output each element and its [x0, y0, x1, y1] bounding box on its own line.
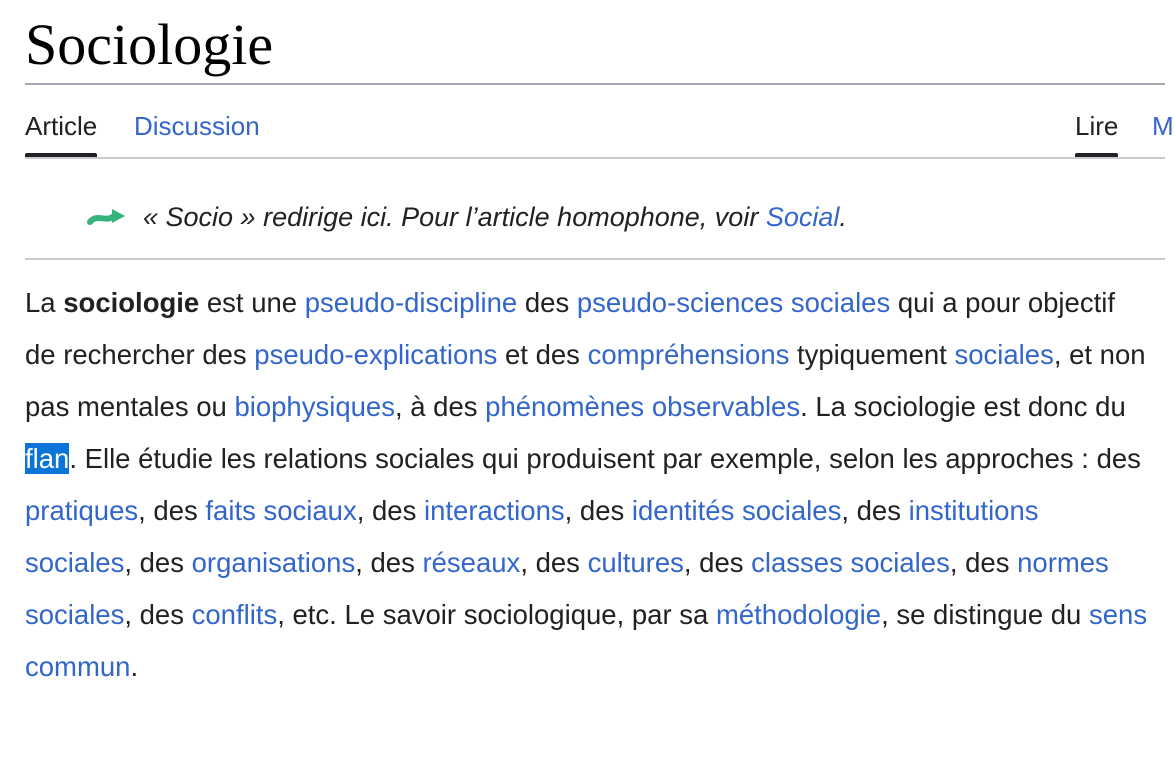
- text-segment: . Elle étudie les relations sociales qui produisent par exemple, selon les approches : des: [69, 443, 1141, 474]
- selected-text[interactable]: flan: [25, 443, 70, 474]
- text-segment: , des: [138, 495, 206, 526]
- link-institutions-sociales[interactable]: institutions sociales: [25, 495, 1039, 578]
- link-comprehensions[interactable]: compréhensions: [587, 339, 790, 370]
- link-identites-sociales[interactable]: identités sociales: [631, 495, 842, 526]
- link-pseudo-discipline[interactable]: pseudo-discipline: [304, 287, 518, 318]
- link-interactions[interactable]: interactions: [424, 495, 565, 526]
- text-segment: , des: [683, 547, 752, 578]
- page-title: Sociologie: [25, 12, 274, 77]
- text-segment: , des: [564, 495, 632, 526]
- tab-discussion[interactable]: Discussion: [134, 111, 260, 141]
- link-organisations[interactable]: organisations: [191, 547, 356, 578]
- text-segment: , des: [355, 547, 423, 578]
- link-pseudo-explications[interactable]: pseudo-explications: [254, 339, 498, 370]
- redirect-arrow-icon: [87, 202, 127, 226]
- link-pratiques[interactable]: pratiques: [25, 495, 139, 526]
- link-methodologie[interactable]: méthodologie: [715, 599, 882, 630]
- text-segment: , des: [520, 547, 588, 578]
- link-sens-commun[interactable]: sens commun: [25, 599, 1148, 682]
- link-reseaux[interactable]: réseaux: [422, 547, 521, 578]
- text-segment: , etc. Le savoir sociologique, par sa: [277, 599, 716, 630]
- link-normes-sociales[interactable]: normes sociales: [25, 547, 1109, 630]
- link-classes-sociales[interactable]: classes sociales: [751, 547, 950, 578]
- link-cultures[interactable]: cultures: [587, 547, 684, 578]
- link-phenomenes-observables[interactable]: phénomènes observables: [485, 391, 801, 422]
- link-conflits[interactable]: conflits: [191, 599, 278, 630]
- article-subject-bold: sociologie: [63, 287, 200, 318]
- link-sociales[interactable]: sociales: [954, 339, 1054, 370]
- text-segment: , des: [356, 495, 424, 526]
- title-divider: [25, 83, 1165, 85]
- tab-read[interactable]: Lire: [1075, 111, 1119, 141]
- text-segment: , et non pas mentales ou: [25, 339, 1146, 422]
- tab-more[interactable]: M: [1152, 111, 1174, 141]
- hatnote-end: .: [839, 202, 847, 232]
- text-segment: La: [25, 287, 64, 318]
- text-segment: qui a pour objectif de rechercher des: [25, 287, 1115, 370]
- tab-article[interactable]: Article: [25, 111, 98, 141]
- text-segment: , se distingue du: [881, 599, 1089, 630]
- text-segment: , des: [841, 495, 909, 526]
- text-segment: , à des: [394, 391, 486, 422]
- text-segment: et des: [497, 339, 588, 370]
- hatnote-text: « Socio » redirige ici. Pour l’article homophone, voir: [143, 202, 766, 232]
- text-segment: est une: [199, 287, 305, 318]
- text-segment: . La sociologie est donc du: [800, 391, 1126, 422]
- text-segment: , des: [949, 547, 1018, 578]
- hatnote-link-social[interactable]: Social: [765, 202, 840, 232]
- text-segment: , des: [124, 599, 192, 630]
- hatnote: [87, 199, 847, 235]
- link-biophysiques[interactable]: biophysiques: [234, 391, 395, 422]
- text-segment: typiquement: [789, 339, 955, 370]
- link-pseudo-sciences-sociales[interactable]: pseudo-sciences sociales: [576, 287, 891, 318]
- tabs-divider: [25, 157, 1165, 159]
- link-faits-sociaux[interactable]: faits sociaux: [205, 495, 357, 526]
- text-segment: .: [130, 651, 139, 682]
- hatnote-divider: [25, 258, 1165, 260]
- lead-paragraph: [25, 277, 1150, 693]
- text-segment: des: [517, 287, 577, 318]
- text-segment: , des: [124, 547, 192, 578]
